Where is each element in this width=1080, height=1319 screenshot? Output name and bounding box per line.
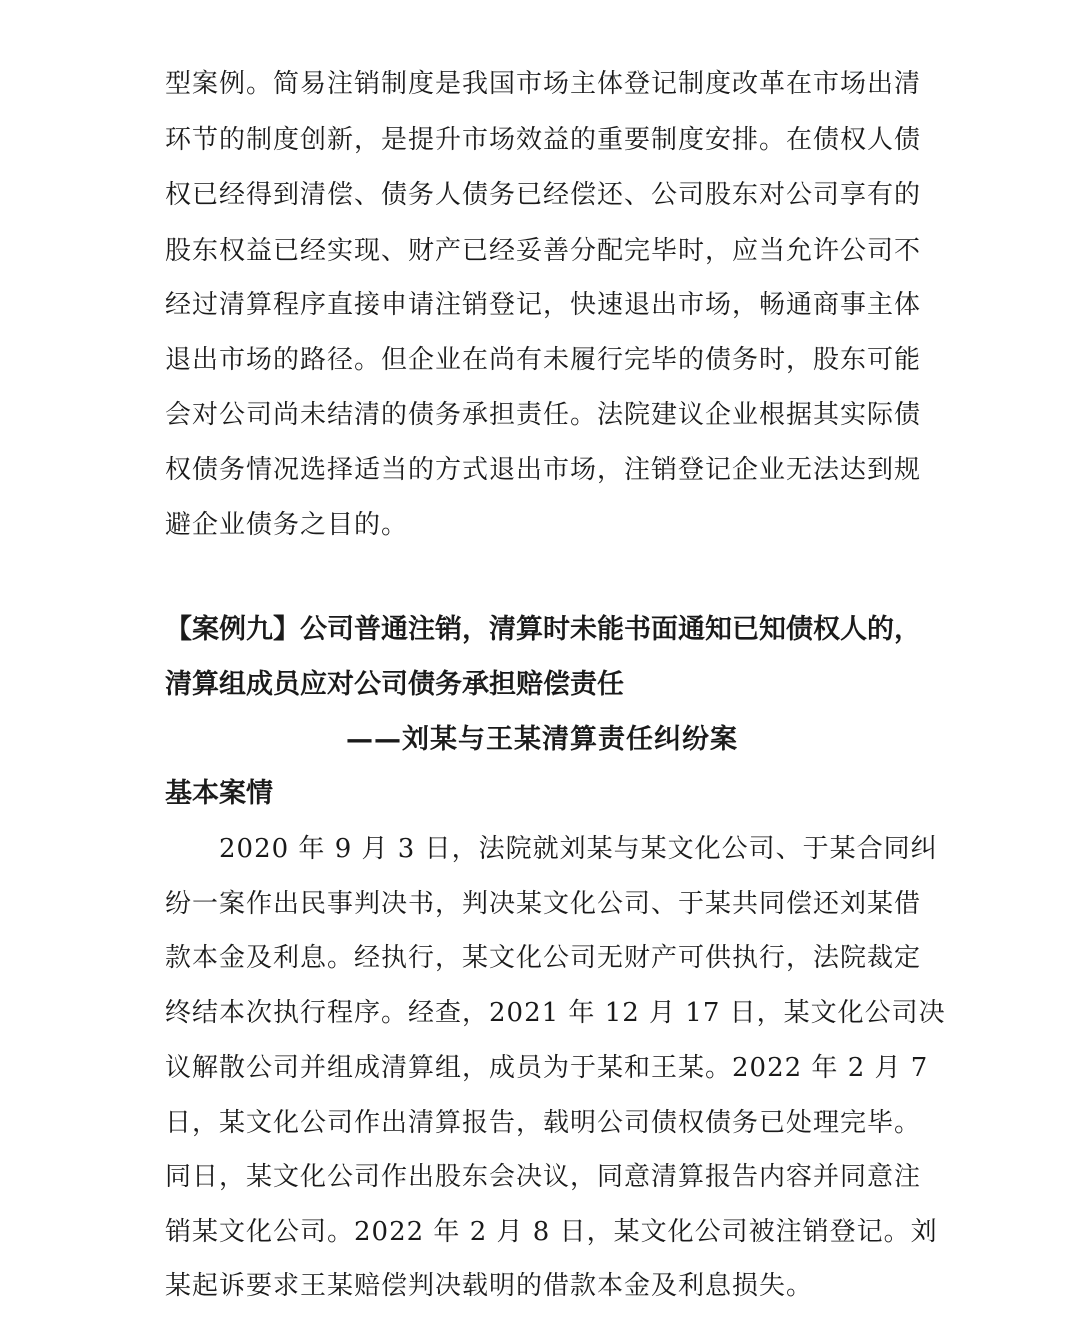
paragraph-line: 同日，某文化公司作出股东会决议，同意清算报告内容并同意注 bbox=[165, 1162, 922, 1192]
section-heading: 基本案情 bbox=[165, 778, 273, 809]
case-title-line-1: 【案例九】公司普通注销，清算时未能书面通知已知债权人的， bbox=[165, 614, 921, 645]
paragraph-line: 退出市场的路径。但企业在尚有未履行完毕的债务时，股东可能 bbox=[165, 345, 922, 375]
paragraph-line: 型案例。简易注销制度是我国市场主体登记制度改革在市场出清 bbox=[165, 69, 922, 99]
paragraph-line: 款本金及利息。经执行，某文化公司无财产可供执行，法院裁定 bbox=[165, 943, 922, 973]
paragraph-line: 避企业债务之目的。 bbox=[165, 510, 409, 540]
paragraph-line: 终结本次执行程序。经查，2021 年 12 月 17 日，某文化公司决 bbox=[165, 998, 946, 1028]
paragraph-line: 经过清算程序直接申请注销登记，快速退出市场，畅通商事主体 bbox=[165, 290, 922, 320]
paragraph-line: 权债务情况选择适当的方式退出市场，注销登记企业无法达到规 bbox=[165, 455, 922, 485]
paragraph-line: 纷一案作出民事判决书，判决某文化公司、于某共同偿还刘某借 bbox=[165, 889, 922, 919]
paragraph-line: 日，某文化公司作出清算报告，载明公司债权债务已处理完毕。 bbox=[165, 1108, 922, 1138]
paragraph-line: 权已经得到清偿、债务人债务已经偿还、公司股东对公司享有的 bbox=[165, 180, 922, 210]
paragraph-line: 会对公司尚未结清的债务承担责任。法院建议企业根据其实际债 bbox=[165, 400, 922, 430]
case-title-line-2: 清算组成员应对公司债务承担赔偿责任 bbox=[165, 669, 624, 700]
paragraph-line: 某起诉要求王某赔偿判决载明的借款本金及利息损失。 bbox=[165, 1271, 814, 1301]
paragraph-line: 销某文化公司。2022 年 2 月 8 日，某文化公司被注销登记。刘 bbox=[165, 1217, 938, 1247]
paragraph-line: 2020 年 9 月 3 日，法院就刘某与某文化公司、于某合同纠 bbox=[165, 834, 938, 864]
case-subtitle: ——刘某与王某清算责任纠纷案 bbox=[346, 724, 738, 755]
paragraph-line: 环节的制度创新，是提升市场效益的重要制度安排。在债权人债 bbox=[165, 125, 922, 155]
paragraph-line: 议解散公司并组成清算组，成员为于某和王某。2022 年 2 月 7 bbox=[165, 1053, 929, 1083]
paragraph-line: 股东权益已经实现、财产已经妥善分配完毕时，应当允许公司不 bbox=[165, 236, 922, 266]
